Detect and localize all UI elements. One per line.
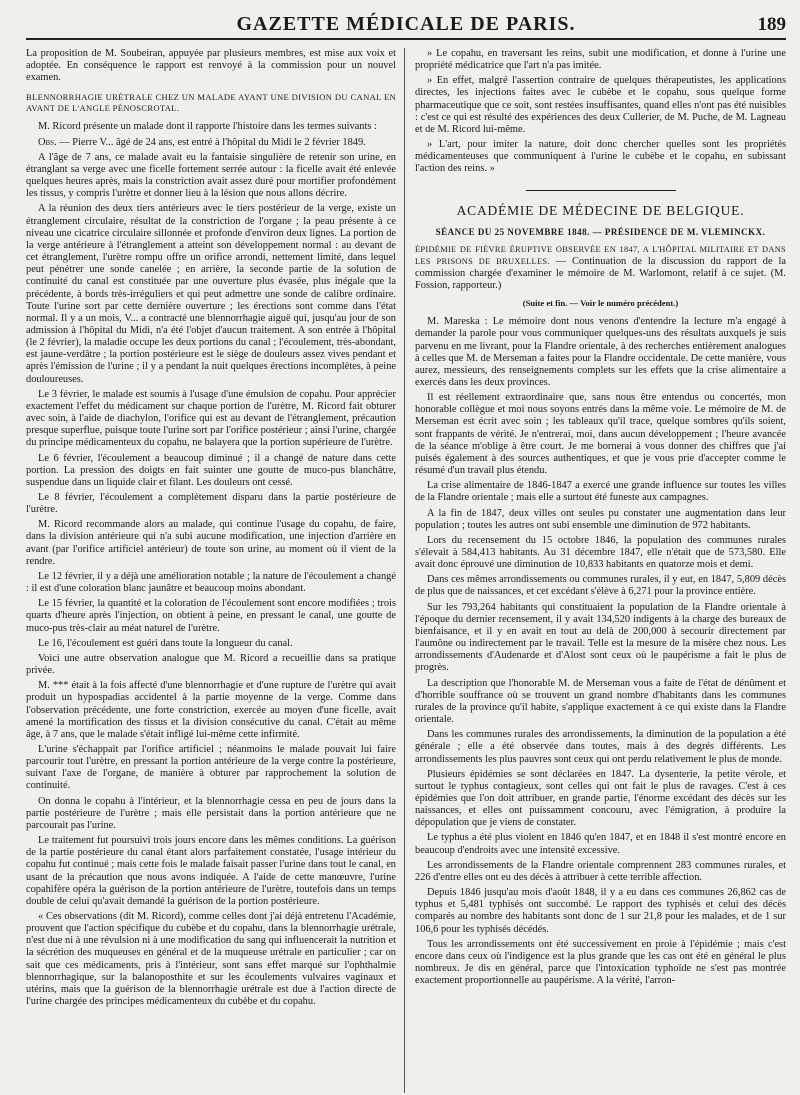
epidemic-heading	[415, 244, 786, 293]
columns	[26, 48, 786, 1093]
paragraph: Dans les communes rurales des arrondissements, la diminution de la population a été générale ; elle a été observée dans toutes, mais à des degrés différents. Les arrondissements les plus pauvres sont ceux qui ont perdu relativement le plus de monde.	[415, 729, 786, 765]
journal-title: GAZETTE MÉDICALE DE PARIS.	[236, 13, 576, 35]
paragraph: Lors du recensement du 15 octobre 1846, la population des communes rurales s'élevait à 584,413 habitants. Au 31 décembre 1847, elle n'était que de 573,580. Elle avait donc éprouvé une diminution de 10,833 habitants en quatorze mois et demi.	[415, 534, 786, 571]
paragraph: Dans ces mêmes arrondissements ou communes rurales, il y eut, en 1847, 5,809 décès de plus que de naissances, et cet excédant s'élève à 6,271 pour la province entière.	[415, 574, 786, 598]
section-divider	[526, 190, 676, 191]
paragraph: Tous les arrondissements ont été successivement en proie à l'épidémie ; mais c'est encore dans ceux où l'indigence est la plus grande que les cas ont été en général le plus nombreux. Je dis en général, parce que l'intoxication typhoïde ne s'est pas montrée exactement proportionnelle au paupérisme. A la vérité, l'arron-	[415, 938, 786, 987]
obs-lead: Obs. —	[38, 136, 70, 148]
paragraph: A l'âge de 7 ans, ce malade avait eu la fantaisie singulière de retenir son urine, en étranglant sa verge avec une ficelle fortement serrée autour : la ficelle avait été enlevée quelques heures après, mais la constriction avait assez duré pour mortifier profondément les tissus, y compris l'urètre et donner lieu à la lésion que nous allons décrire.	[26, 151, 396, 200]
paragraph: A la réunion des deux tiers antérieurs avec le tiers postérieur de la verge, existe un étranglement circulaire, résultat de la constriction de l'organe ; la peau présente à ce niveau une cicatrice circulaire sillonnée et profonde d'environ deux lignes. La portion de la verge antérieure à l'étranglement a atteint son développement normal : au devant de cet étranglement, l'urètre rompu offre un orifice arrondi, nettement limité, dans lequel peut pénétrer une sonde canelée ; en arrière, la seconde partie de la solution de continuité du canal est constituée par une ouverture plus évasée, plus inégale que la précédente, à bords très-irréguliers et qui peut admettre une sonde de calibre ordinaire. Toute l'urine sort par cette dernière ouverture ; les érections sont comme dans l'état normal. Il y a un mois, V... a contracté une blennorrhagie aiguë qui, jusqu'au jour de son admission à l'hôpital du Midi, n'a été l'objet d'aucun traitement. A son entrée à l'hôpital (le 2 février), la maladie occupe les deux portions du canal ; l'écoulement, très-abondant, est jaune-verdâtre ; la portion postérieure est le siège de douleurs assez vives pendant et après l'émission de l'urine ; il y a pendant la nuit quelques érections incomplètes, à peine douloureuses.	[26, 203, 396, 385]
paragraph: La description que l'honorable M. de Merseman vous a faite de l'état de dénûment et d'horrible souffrance où se trouvent un grand nombre d'habitants dans les communes rurales de la province qu'il habite, s'applique exactement à ce qui existe dans la Flandre orientale.	[415, 677, 786, 726]
paragraph: A la fin de 1847, deux villes ont seules pu constater une augmentation dans leur population ; toutes les autres ont subi ensemble une diminution de 972 habitants.	[415, 507, 786, 531]
paragraph: M. *** était à la fois affecté d'une blennorrhagie et d'une rupture de l'urètre qui avait produit un hypospadias accidentel à la partie moyenne de la verge. Comme dans l'observation précédente, une forte constriction, exercée au moyen d'une ficelle, avait amené la mortification des tissus et la division consécutive du canal. C'était au même âge, à 7 ans, que le malade s'était infligé lui-même cette infirmité.	[26, 680, 396, 740]
paragraph: On donna le copahu à l'intérieur, et la blennorrhagie cessa en peu de jours dans la partie postérieure de l'urètre ; mais elle persistait dans la portion antérieure que ne parcourait pas l'urine.	[26, 795, 396, 831]
page-header	[26, 12, 786, 40]
intro-paragraph: M. Ricord présente un malade dont il rapporte l'histoire dans les termes suivants :	[38, 121, 377, 133]
paragraph: Il est réellement extraordinaire que, sans nous être entendus ou concertés, mon honorable collègue et moi nous soyons entrés dans la même voie. Le mémoire de M. de Merseman est écrit avec soin ; les tableaux qu'il trace, quelque sombres qu'ils soient, sont frappants de vérité. Je n'entrerai, moi, dans aucun développement ; l'heure avancée de la séance m'oblige à être court. Je me bornerai à vous donner des chiffres que j'ai puisés également à des sources authentiques, et que je vous prie d'accepter comme le résumé d'un travail plus étendu.	[415, 392, 786, 477]
observation-paragraph	[26, 137, 396, 149]
paragraph: M. Mareska : Le mémoire dont nous venons d'entendre la lecture m'a engagé à demander la parole pour vous communiquer quelques-uns des résultats auxquels je suis parvenu en me livrant, pour la Flandre orientale, à des recherches entièrement analogues à celles que M. de Merseman a faites pour la Flandre occidentale. De cette manière, vous aurez, messieurs, des renseignements complets sur les effets que la crise alimentaire a exercés dans les deux provinces.	[415, 316, 786, 388]
paragraph: Le 12 février, il y a déjà une amélioration notable ; la nature de l'écoulement a changé : il est d'une coloration blanc jaunâtre et beaucoup moins abondant.	[26, 570, 396, 595]
paragraph: Le 3 février, le malade est soumis à l'usage d'une émulsion de copahu. Pour apprécier exactement l'effet du médicament sur chaque portion de l'urètre, M. Ricord fait obturer avec soin, à l'aide de diachylon, l'orifice qui est au devant de l'étranglement, précaution presque superflue, puisque toute l'urine sort par l'orifice postérieur ; ainsi l'urine, chargée du principe médicamenteux du copahu, ne balayera que la portion supérieure de l'urètre.	[26, 388, 396, 449]
paragraph: Depuis 1846 jusqu'au mois d'août 1848, il y a eu dans ces communes 26,862 cas de typhus et 5,481 typhisés ont succombé. Le rapport des typhisés et celui des décès comparés au nombre des habitants sont donc de 1 sur 21,8 pour les malades, et de 1 sur 106,6 pour les typhisés décédés.	[415, 887, 786, 935]
session-heading: SÉANCE DU 25 NOVEMBRE 1848. — PRÉSIDENCE DE M. VLEMINCKX.	[435, 226, 766, 237]
academy-heading: ACADÉMIE DE MÉDECINE DE BELGIQUE.	[456, 202, 745, 218]
left-column	[26, 48, 405, 1093]
page-number: 189	[757, 14, 786, 35]
quote-paragraph: » En effet, malgré l'assertion contraire de quelques thérapeutistes, les applications directes, les injections faites avec le cubèbe et le copahu, sous quelque forme pharmaceutique que ce soit, sont restées insuffisantes, quand elles n'ont pas été nuisibles : c'est ce qui est résulté des expériences des deux Cullerier, de M. Puche, de M. Lagneau et de M. Ricord lui-même.	[415, 75, 786, 135]
paragraph: Le traitement fut poursuivi trois jours encore dans les mêmes conditions. La guérison de la partie postérieure du canal étant alors parfaitement constatée, l'usage intérieur du copahu fut continué ; mais cette fois le malade faisait passer l'urine dans tout le canal, en usant de la précaution que nous avons indiquée. A l'aide de cette manœuvre, l'urine copahifère opéra la guérison de la portion antérieure de l'urètre, toutefois dans un temps double de celui qu'avait demandé la guérison de la portion postérieure.	[26, 835, 396, 907]
paragraph: Le 16, l'écoulement est guéri dans toute la longueur du canal.	[38, 637, 293, 649]
quote-paragraph: » Le copahu, en traversant les reins, subit une modification, et donne à l'urine une propriété médicatrice que l'art n'a pas imitée.	[415, 48, 786, 72]
paragraph: Voici une autre observation analogue que M. Ricord a recueillie dans sa pratique privée.	[26, 652, 396, 677]
paragraph: Les arrondissements de la Flandre orientale comprennent 283 communes rurales, et 226 d'entre elles ont eu des décès à attribuer à cette terrible affection.	[415, 859, 786, 883]
paragraph: Plusieurs épidémies se sont déclarées en 1847. La dysenterie, la petite vérole, et surtout le typhus contagieux, sont celles qui ont fait le plus de ravages. C'est à ces épidémies que l'on doit attribuer, en grande partie, l'énorme excédant des décès sur les naissances, et elles ont puissamment concouru, avec l'émigration, à produire la dépopulation que je viens de constater.	[415, 768, 786, 829]
paragraph: Le 8 février, l'écoulement a complètement disparu dans la partie postérieure de l'urètre.	[26, 492, 396, 516]
epidemic-title: ÉPIDÉMIE DE FIÈVRE ÉRUPTIVE OBSERVÉE EN 1847, A L'HÔPITAL MILITAIRE ET DANS LES PRISONS DE BRUXELLES.	[415, 244, 786, 266]
paragraph: Le 6 février, l'écoulement a beaucoup diminué ; il a changé de nature dans cette portion. La pression des doigts en fait suinter une goutte de muco-pus blanchâtre, suspendue dans un liquide clair et filant. Les douleurs ont cessé.	[26, 452, 396, 488]
continuation-note: (Suite et fin. — Voir le numéro précédent.)	[522, 298, 679, 309]
quote-paragraph: » L'art, pour imiter la nature, doit donc chercher quelles sont les propriétés médicamenteuses que communiquent à l'urine le cubèbe et le copahu, en subissant l'action des reins. »	[415, 139, 786, 175]
right-column	[405, 48, 786, 1093]
paragraph: M. Ricord recommande alors au malade, qui continue l'usage du copahu, de faire, dans la division antérieure qui n'a subi aucune modification, une injection d'arrière en avant (par l'orifice artificiel antérieur) de toute son urine, au moment où il vient de la rendre.	[26, 519, 396, 567]
section-title: BLENNORRHAGIE URÉTRALE CHEZ UN MALADE AYANT UNE DIVISION DU CANAL EN AVANT DE L'ANGLE PÉNOSCROTAL.	[26, 92, 396, 114]
paragraph: La proposition de M. Soubeiran, appuyée par plusieurs membres, est mise aux voix et adoptée. En conséquence le rapport est renvoyé à la commission pour un nouvel examen.	[26, 48, 396, 84]
obs-text: Pierre V... âgé de 24 ans, est entré à l'hôpital du Midi le 2 février 1849.	[72, 136, 366, 148]
epidemic-subtitle: — Continuation de la discussion du rapport de la commission chargée d'examiner le mémoire de M. Warlomont, relatif à ce sujet. (M. Fossion, rapporteur.)	[415, 255, 786, 292]
paragraph: « Ces observations (dit M. Ricord), comme celles dont j'ai déjà entretenu l'Académie, prouvent que l'action spécifique du cubèbe et du copahu, dans la blennorrhagie urétrale, n'est due ni à une révulsion ni à une modification du sang qui influencerait la nutrition et la sécrétion des muqueuses en général et de la muqueuse urétrale en particulier ; car on sait que ces médicaments, pris à l'intérieur, sont sans effet marqué sur l'ophthalmie blennorrhagique, sur la balanoposthite et sur les écoulements vulvaires vaginaux et utérins, mais que la guérison de la blennorrhagie urétrale est due à l'action directe de l'urine chargée des principes médicamenteux du cubèbe et du copahu.	[26, 911, 396, 1008]
paragraph: La crise alimentaire de 1846-1847 a exercé une grande influence sur toutes les villes de la Flandre orientale ; mais elle a surtout été funeste aux campagnes.	[415, 480, 786, 504]
paragraph: Le 15 février, la quantité et la coloration de l'écoulement sont encore modifiées ; trois quarts d'heure après l'injection, on obtient à peine, en pressant le canal, une goutte de muco-pus très-clair au méat naturel de l'urètre.	[26, 598, 396, 634]
paragraph: Le typhus a été plus violent en 1846 qu'en 1847, et en 1848 il s'est montré encore en beaucoup d'endroits avec une intensité excessive.	[415, 832, 786, 856]
paragraph: L'urine s'échappait par l'orifice artificiel ; néanmoins le malade pouvait lui faire parcourir tout l'urètre, en pressant la portion antérieure de la verge contre la postérieure, suivant l'axe de l'organe, de manière à obturer par rapprochement la solution de continuité.	[26, 743, 396, 792]
paragraph: Sur les 793,264 habitants qui constituaient la population de la Flandre orientale à l'époque du dernier recensement, il y avait 134,520 indigents à la charge des bureaux de bienfaisance, et il y en avait en tout au delà de 200,000 à secourir directement par l'aumône ou indirectement par le travail. Telle est la mesure de la misère chez nous. Les arrondissements d'Audenarde et d'Alost sont ceux où le paupérisme a fait le plus de progrès.	[415, 601, 786, 674]
